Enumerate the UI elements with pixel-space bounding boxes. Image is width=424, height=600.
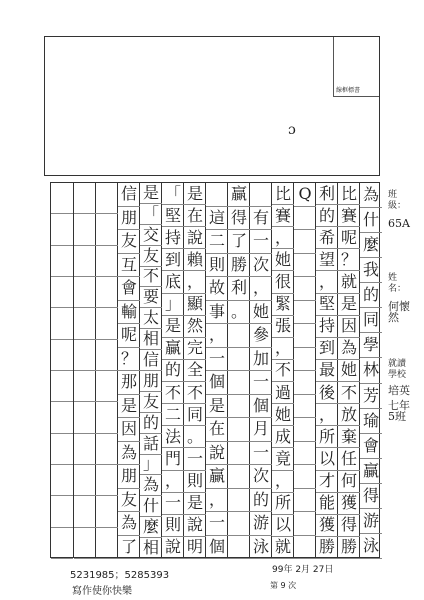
grid-cell: 一 xyxy=(206,512,228,536)
grid-cell xyxy=(74,465,96,496)
grid-cell: 是 xyxy=(118,395,140,419)
grid-cell: 交 xyxy=(140,225,162,246)
grid-cell: 是 xyxy=(206,395,228,419)
grid-cell xyxy=(96,402,118,433)
grid-cell: Q xyxy=(294,183,316,207)
grid-cell xyxy=(51,371,73,402)
grid-cell: 就 xyxy=(338,271,360,293)
grid-cell xyxy=(96,340,118,371)
grid-cell xyxy=(294,348,316,372)
grid-cell xyxy=(51,277,73,308)
grid-cell xyxy=(96,434,118,465)
grid-cell: 次 xyxy=(250,254,272,278)
grid-cell: 所 xyxy=(272,493,294,515)
grid-cell: 信 xyxy=(140,350,162,371)
grid-cell: 什 xyxy=(360,208,382,233)
slogan: 寫作使你快樂 xyxy=(72,586,132,597)
grid-column xyxy=(359,183,381,557)
grid-cell: 說 xyxy=(206,442,228,466)
grid-cell xyxy=(294,465,316,489)
grid-cell: 法 xyxy=(162,426,184,448)
date: 99年 2月 27日 xyxy=(272,565,334,575)
school-value: 培英 xyxy=(388,384,410,397)
grid-cell xyxy=(51,434,73,465)
grid-cell: 說 xyxy=(184,515,206,537)
grid-cell xyxy=(74,308,96,339)
grid-cell: 利 xyxy=(228,277,250,301)
grid-cell: 一 xyxy=(250,371,272,395)
grid-cell: 贏 xyxy=(228,183,250,207)
grid-cell: 同 xyxy=(184,404,206,426)
grid-cell: 那 xyxy=(118,371,140,395)
grid-cell: 加 xyxy=(250,348,272,372)
grid-cell: 月 xyxy=(250,418,272,442)
grid-cell: 勝 xyxy=(228,254,250,278)
grid-cell: 次 xyxy=(250,465,272,489)
grid-cell: 泳 xyxy=(360,534,382,559)
grid-cell xyxy=(294,489,316,513)
grid-cell: 了 xyxy=(118,536,140,560)
grid-cell xyxy=(250,183,272,207)
grid-column xyxy=(139,183,161,557)
grid-cell: 成 xyxy=(272,426,294,448)
grid-cell: 賴 xyxy=(184,249,206,271)
grid-cell: 的 xyxy=(316,205,338,227)
grid-cell: ， xyxy=(206,324,228,348)
grid-cell: 然 xyxy=(184,316,206,338)
grid-cell: 有 xyxy=(250,207,272,231)
grid-cell: 不 xyxy=(162,382,184,404)
grid-cell: 為 xyxy=(118,442,140,466)
grid-cell: 。 xyxy=(184,426,206,448)
grid-column xyxy=(51,183,73,557)
grid-cell: 瑜 xyxy=(360,409,382,434)
grid-cell: 則 xyxy=(162,515,184,537)
grid-cell: 獲 xyxy=(316,515,338,537)
grid-cell xyxy=(96,308,118,339)
grid-cell: 竟 xyxy=(272,448,294,470)
grade-value: 七年5班 xyxy=(388,399,410,423)
grid-cell: 張 xyxy=(272,316,294,338)
grid-cell: 得 xyxy=(338,515,360,537)
grid-cell: 個 xyxy=(206,371,228,395)
grid-column xyxy=(205,183,227,557)
grid-cell xyxy=(294,512,316,536)
grid-cell xyxy=(74,277,96,308)
grid-cell: 的 xyxy=(140,413,162,434)
grid-column xyxy=(227,183,249,557)
grid-cell: 則 xyxy=(184,471,206,493)
grid-cell xyxy=(74,371,96,402)
grid-cell: 會 xyxy=(360,434,382,459)
grid-cell: 友 xyxy=(140,246,162,267)
grid-cell: 她 xyxy=(272,249,294,271)
grid-cell: 顯 xyxy=(184,294,206,316)
grid-cell: 事 xyxy=(206,301,228,325)
grid-cell: ， xyxy=(272,227,294,249)
grid-cell: 不 xyxy=(184,382,206,404)
grid-cell xyxy=(228,512,250,536)
grid-cell xyxy=(294,230,316,254)
grid-cell: ？ xyxy=(338,249,360,271)
grid-cell xyxy=(74,496,96,527)
grid-cell xyxy=(74,183,96,214)
grid-cell: 在 xyxy=(184,205,206,227)
grid-cell: ， xyxy=(272,338,294,360)
grid-cell: 持 xyxy=(316,316,338,338)
grid-cell: 二 xyxy=(162,404,184,426)
grid-cell: 這 xyxy=(206,207,228,231)
grid-cell: 緊 xyxy=(272,294,294,316)
grid-column xyxy=(161,183,183,557)
grid-cell: 全 xyxy=(184,360,206,382)
contact-phone: 5231985；5285393 xyxy=(70,570,170,581)
grid-cell xyxy=(51,402,73,433)
grid-cell xyxy=(228,395,250,419)
grid-cell: 以 xyxy=(272,515,294,537)
grid-cell: 到 xyxy=(316,338,338,360)
grid-cell xyxy=(96,496,118,527)
grid-cell: 一 xyxy=(206,348,228,372)
grid-cell: 故 xyxy=(206,277,228,301)
grid-cell: 勝 xyxy=(316,537,338,559)
grid-cell: 放 xyxy=(338,404,360,426)
grid-cell xyxy=(228,465,250,489)
grid-cell: 游 xyxy=(250,512,272,536)
grid-cell: 是 xyxy=(338,294,360,316)
grid-column xyxy=(183,183,205,557)
grid-cell: 的 xyxy=(162,360,184,382)
grid-column xyxy=(337,183,359,557)
grid-cell: 一 xyxy=(184,448,206,470)
grid-column xyxy=(117,183,139,557)
grid-cell xyxy=(294,442,316,466)
grid-cell: 為 xyxy=(338,338,360,360)
grid-cell: ， xyxy=(316,271,338,293)
grid-cell xyxy=(294,324,316,348)
class-value: 65A xyxy=(388,217,410,230)
grid-cell: 得 xyxy=(228,207,250,231)
grid-cell: 獲 xyxy=(338,493,360,515)
grid-cell: 贏 xyxy=(206,465,228,489)
grid-cell: 友 xyxy=(118,230,140,254)
grid-cell xyxy=(51,496,73,527)
class-info xyxy=(388,190,410,422)
grid-cell: 信 xyxy=(118,183,140,207)
grid-cell xyxy=(96,528,118,559)
grid-cell: 比 xyxy=(338,183,360,205)
grid-cell: 堅 xyxy=(316,294,338,316)
grid-cell xyxy=(96,246,118,277)
grid-cell: 過 xyxy=(272,382,294,404)
grid-cell: ， xyxy=(272,471,294,493)
grid-cell: 一 xyxy=(162,493,184,515)
grid-cell xyxy=(294,371,316,395)
grid-cell: 會 xyxy=(118,277,140,301)
grid-cell xyxy=(294,395,316,419)
grid-cell: 的 xyxy=(360,283,382,308)
grid-cell: 是 xyxy=(140,183,162,204)
grid-cell: 林 xyxy=(360,358,382,383)
grid-cell: 友 xyxy=(118,489,140,513)
grid-cell xyxy=(51,340,73,371)
grid-cell: 能 xyxy=(316,493,338,515)
grid-cell xyxy=(206,183,228,207)
grid-cell: 個 xyxy=(250,395,272,419)
grid-cell xyxy=(294,207,316,231)
grid-cell: 就 xyxy=(272,537,294,559)
grid-cell: 學 xyxy=(360,333,382,358)
grid-cell: 是 xyxy=(162,316,184,338)
grid-cell: 持 xyxy=(162,227,184,249)
grid-cell: 希 xyxy=(316,227,338,249)
grid-cell: 望 xyxy=(316,249,338,271)
grid-cell: 說 xyxy=(162,537,184,559)
grid-cell: 為 xyxy=(118,512,140,536)
grid-cell: ？ xyxy=(118,348,140,372)
grid-cell: 」 xyxy=(162,294,184,316)
grid-cell: 最 xyxy=(316,360,338,382)
grid-cell: ， xyxy=(162,471,184,493)
grid-cell: 我 xyxy=(360,258,382,283)
grid-cell xyxy=(74,214,96,245)
grid-cell: 游 xyxy=(360,509,382,534)
grid-cell: 她 xyxy=(338,360,360,382)
grid-cell: 是 xyxy=(184,183,206,205)
school-label: 就讀學校 xyxy=(388,359,407,380)
grid-cell: 堅 xyxy=(162,205,184,227)
grid-cell: 麼 xyxy=(140,517,162,538)
grid-cell: 了 xyxy=(228,230,250,254)
grid-cell xyxy=(74,528,96,559)
grid-cell: 賽 xyxy=(338,205,360,227)
grid-cell: 相 xyxy=(140,538,162,559)
grid-cell: 利 xyxy=(316,183,338,205)
grid-cell: 輸 xyxy=(118,301,140,325)
grid-cell: 得 xyxy=(360,484,382,509)
grid-column xyxy=(271,183,293,557)
grid-cell: 不 xyxy=(272,360,294,382)
grid-cell xyxy=(51,308,73,339)
grid-cell: 。 xyxy=(228,301,250,325)
stamp-label: 線框標書 xyxy=(336,87,361,94)
grid-cell: 麼 xyxy=(360,233,382,258)
grid-cell xyxy=(294,301,316,325)
grid-cell: 所 xyxy=(316,426,338,448)
writing-grid xyxy=(50,182,380,558)
grid-cell: 後 xyxy=(316,382,338,404)
grid-cell: 朋 xyxy=(118,465,140,489)
grid-cell xyxy=(228,418,250,442)
grid-cell: 相 xyxy=(140,329,162,350)
grid-cell: 」 xyxy=(140,455,162,476)
grid-cell: 不 xyxy=(140,267,162,288)
grid-cell xyxy=(228,324,250,348)
name-label: 姓名： xyxy=(388,273,407,294)
grid-cell: 說 xyxy=(184,227,206,249)
grid-cell: 參 xyxy=(250,324,272,348)
grid-cell: 什 xyxy=(140,496,162,517)
handwritten-mark: ɔ xyxy=(288,122,296,138)
grid-cell: 到 xyxy=(162,249,184,271)
grid-cell: 泳 xyxy=(250,536,272,560)
grid-cell: 底 xyxy=(162,271,184,293)
grid-column xyxy=(73,183,95,557)
grid-cell: 為 xyxy=(360,183,382,208)
grid-cell xyxy=(74,340,96,371)
grid-cell: 以 xyxy=(316,448,338,470)
grid-cell xyxy=(74,434,96,465)
grid-cell: 才 xyxy=(316,471,338,493)
grid-cell xyxy=(51,214,73,245)
grid-cell xyxy=(96,371,118,402)
grid-cell xyxy=(294,277,316,301)
grid-cell: ， xyxy=(316,404,338,426)
grid-cell xyxy=(96,277,118,308)
grid-cell: 不 xyxy=(338,382,360,404)
grid-cell: 勝 xyxy=(338,537,360,559)
grid-cell: 一 xyxy=(250,442,272,466)
stamp-box xyxy=(333,37,379,97)
grid-cell: 「 xyxy=(162,183,184,205)
grid-cell xyxy=(96,183,118,214)
grid-cell xyxy=(96,214,118,245)
grid-cell: 話 xyxy=(140,434,162,455)
grid-cell: 是 xyxy=(184,493,206,515)
grid-cell xyxy=(96,465,118,496)
grid-cell: 個 xyxy=(206,536,228,560)
grid-cell: 朋 xyxy=(118,207,140,231)
grid-cell xyxy=(51,246,73,277)
grid-cell xyxy=(51,183,73,214)
grid-column xyxy=(315,183,337,557)
grid-column xyxy=(293,183,315,557)
grid-cell: 她 xyxy=(250,301,272,325)
grid-cell: 門 xyxy=(162,448,184,470)
grid-cell: 贏 xyxy=(360,459,382,484)
teacher-comment-box xyxy=(44,36,380,176)
grid-cell: 的 xyxy=(250,489,272,513)
name-value: 何懷然 xyxy=(388,300,410,324)
grid-cell: 為 xyxy=(140,475,162,496)
grid-cell: 要 xyxy=(140,287,162,308)
grid-cell: 二 xyxy=(206,230,228,254)
grid-cell xyxy=(74,246,96,277)
grid-cell: ， xyxy=(184,271,206,293)
grid-cell xyxy=(74,402,96,433)
grid-cell: 棄 xyxy=(338,426,360,448)
grid-cell xyxy=(228,442,250,466)
grid-cell xyxy=(228,348,250,372)
grid-cell xyxy=(228,536,250,560)
grid-cell xyxy=(294,254,316,278)
grid-cell: 何 xyxy=(338,471,360,493)
grid-cell: 同 xyxy=(360,308,382,333)
grid-cell: 她 xyxy=(272,404,294,426)
grid-cell: 則 xyxy=(206,254,228,278)
grid-cell: 贏 xyxy=(162,338,184,360)
grid-cell: ， xyxy=(206,489,228,513)
grid-cell: ， xyxy=(250,277,272,301)
grid-cell: 任 xyxy=(338,448,360,470)
grid-cell: 因 xyxy=(118,418,140,442)
grid-cell: 互 xyxy=(118,254,140,278)
grid-cell: 完 xyxy=(184,338,206,360)
grid-cell xyxy=(51,528,73,559)
grid-cell: 太 xyxy=(140,308,162,329)
grid-cell: 友 xyxy=(140,392,162,413)
grid-cell: 呢 xyxy=(118,324,140,348)
grid-cell: 芳 xyxy=(360,384,382,409)
grid-cell xyxy=(228,371,250,395)
page-number: 第 9 次 xyxy=(270,581,297,590)
grid-cell: 賽 xyxy=(272,205,294,227)
grid-cell xyxy=(294,536,316,560)
grid-cell xyxy=(294,418,316,442)
grid-cell: 在 xyxy=(206,418,228,442)
grid-cell: 很 xyxy=(272,271,294,293)
grid-cell: 因 xyxy=(338,316,360,338)
grid-cell: 一 xyxy=(250,230,272,254)
grid-cell xyxy=(228,489,250,513)
grid-cell: 呢 xyxy=(338,227,360,249)
grid-cell: 比 xyxy=(272,183,294,205)
grid-column xyxy=(249,183,271,557)
grid-column xyxy=(95,183,117,557)
grid-cell: 「 xyxy=(140,204,162,225)
class-label: 班級： xyxy=(388,190,407,211)
grid-cell xyxy=(51,465,73,496)
grid-cell: 明 xyxy=(184,537,206,559)
grid-cell: 朋 xyxy=(140,371,162,392)
